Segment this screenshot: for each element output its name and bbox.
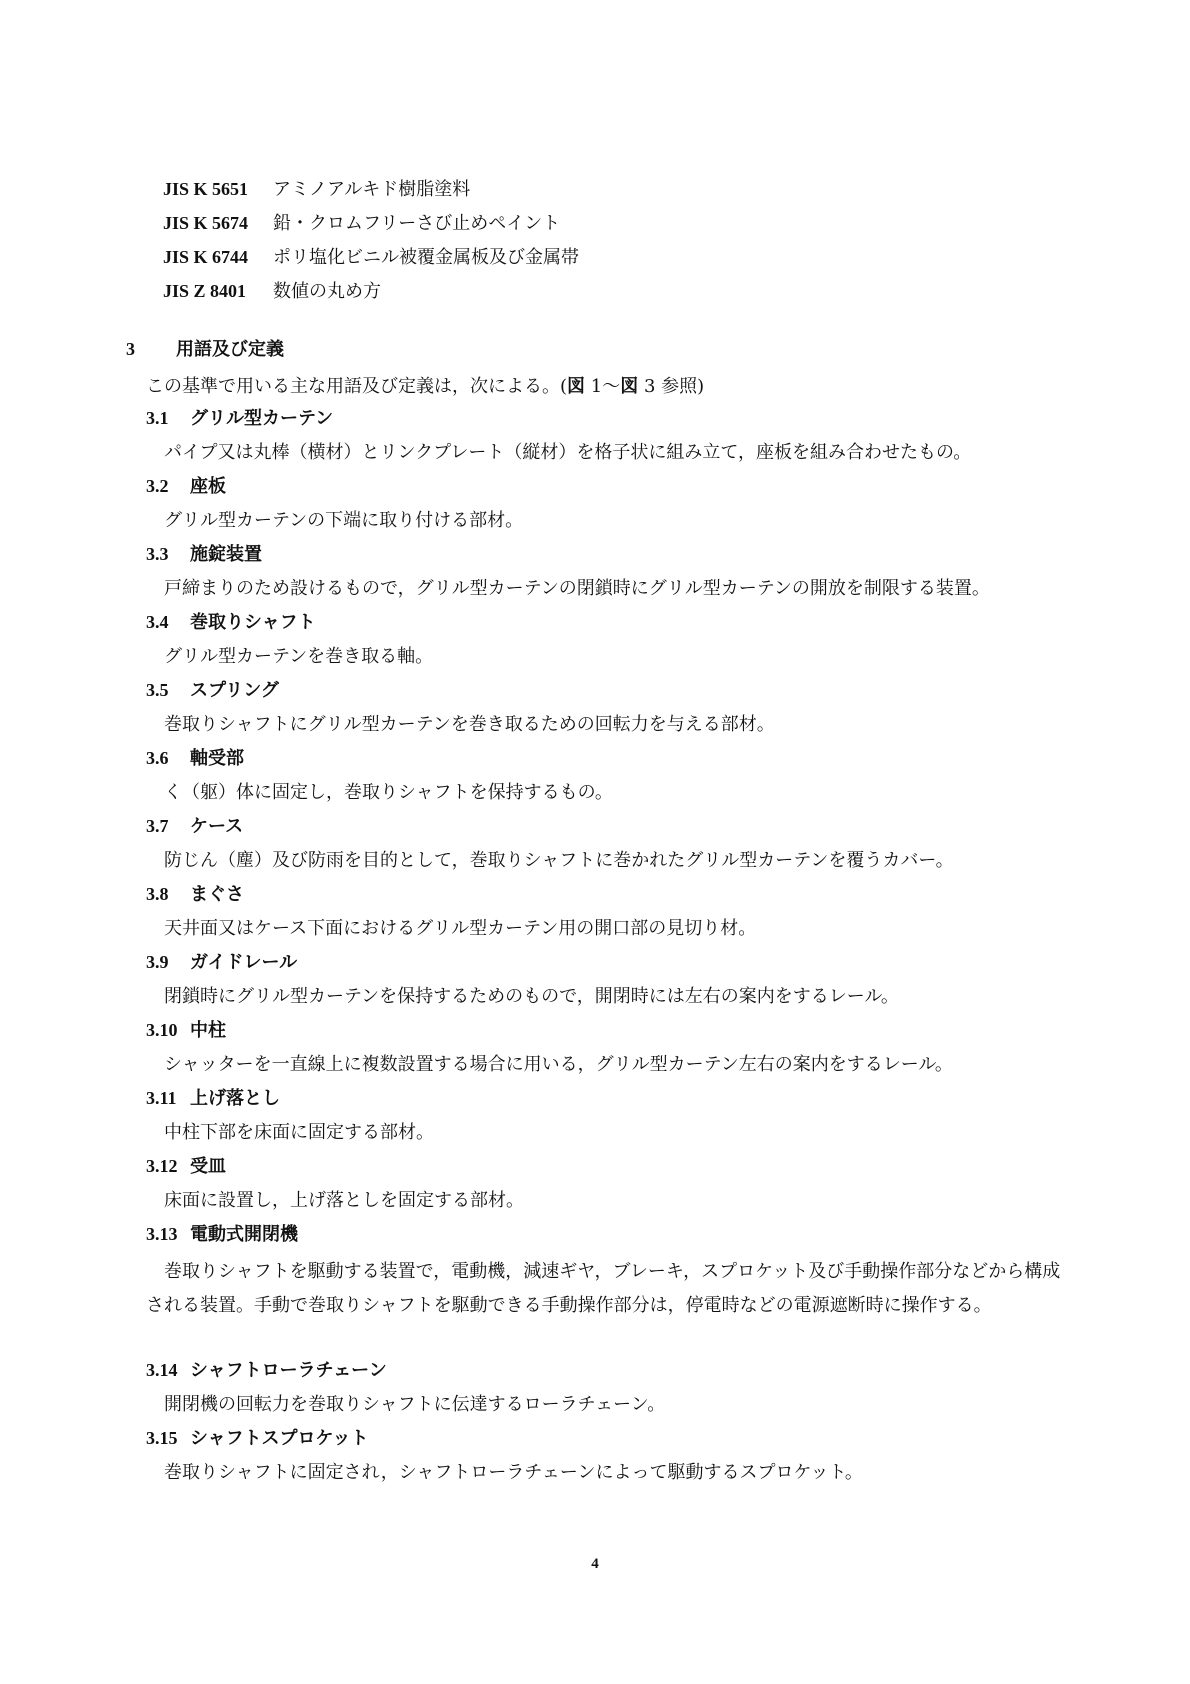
- term-title: シャフトローラチェーン: [190, 1360, 387, 1381]
- figure-ref: 図: [567, 376, 586, 397]
- term-definition: 戸締まりのため設けるもので，グリル型カーテンの閉鎖時にグリル型カーテンの開放を制限する装置。: [164, 578, 990, 599]
- term-definition: 天井面又はケース下面におけるグリル型カーテン用の開口部の見切り材。: [164, 918, 757, 939]
- term-title: 受皿: [190, 1156, 226, 1177]
- term-title: 軸受部: [190, 748, 244, 769]
- reference-code: JIS K 6744: [163, 247, 249, 267]
- section-number: 3: [126, 339, 135, 359]
- reference-item: [163, 240, 579, 274]
- term-definition: 防じん（塵）及び防雨を目的として，巻取りシャフトに巻かれたグリル型カーテンを覆うカバー。: [164, 850, 954, 871]
- term-title: グリル型カーテン: [190, 408, 334, 429]
- section-intro: [146, 372, 704, 398]
- page-number: 4: [591, 1556, 599, 1572]
- term-entry: [146, 404, 1066, 467]
- term-entry: [146, 1220, 1066, 1323]
- term-number: 3.14: [146, 1360, 178, 1380]
- term-heading: [146, 540, 1066, 569]
- term-definition: グリル型カーテンの下端に取り付ける部材。: [164, 510, 524, 531]
- term-heading: [146, 1220, 1066, 1249]
- term-heading: [146, 676, 1066, 705]
- intro-text: 3 参照): [638, 376, 705, 397]
- reference-code: JIS Z 8401: [163, 281, 247, 301]
- term-definition: 巻取りシャフトにグリル型カーテンを巻き取るための回転力を与える部材。: [164, 714, 775, 735]
- term-entry: [146, 1084, 1066, 1147]
- term-number: 3.12: [146, 1156, 178, 1176]
- term-entry: [146, 1152, 1066, 1215]
- term-entry: [146, 1016, 1066, 1079]
- term-heading: [146, 812, 1066, 841]
- term-entry: [146, 1424, 1066, 1487]
- term-number: 3.1: [146, 408, 169, 428]
- term-title: 上げ落とし: [190, 1088, 280, 1109]
- term-title: ケース: [190, 816, 244, 837]
- term-heading: [146, 1356, 1066, 1385]
- reference-list: [163, 172, 579, 308]
- reference-code: JIS K 5651: [163, 179, 249, 199]
- term-heading: [146, 472, 1066, 501]
- term-definition: 閉鎖時にグリル型カーテンを保持するためのもので，開閉時には左右の案内をするレール。: [164, 986, 899, 1007]
- term-heading: [146, 1424, 1066, 1453]
- term-number: 3.6: [146, 748, 169, 768]
- section-title: 用語及び定義: [176, 339, 284, 360]
- reference-title: ポリ塩化ビニル被覆金属板及び金属帯: [273, 247, 579, 268]
- term-number: 3.8: [146, 884, 169, 904]
- term-entry: [146, 676, 1066, 739]
- term-heading: [146, 880, 1066, 909]
- term-entry: [146, 1356, 1066, 1419]
- intro-text: この基準で用いる主な用語及び定義は，次による。(: [146, 376, 568, 397]
- reference-item: [163, 172, 579, 206]
- term-definition: 巻取りシャフトを駆動する装置で，電動機，減速ギヤ，ブレーキ，スプロケット及び手動操作部分などから構成される装置。手動で巻取りシャフトを駆動できる手動操作部分は，停電時などの電源遮断時に操作する。: [146, 1261, 1061, 1316]
- term-definition: グリル型カーテンを巻き取る軸。: [164, 646, 434, 667]
- reference-title: アミノアルキド樹脂塗料: [273, 179, 471, 200]
- term-title: 電動式開閉機: [190, 1224, 298, 1245]
- term-heading: [146, 948, 1066, 977]
- term-title: 中柱: [190, 1020, 226, 1041]
- term-definition: パイプ又は丸棒（横材）とリンクプレート（縦材）を格子状に組み立て，座板を組み合わせたもの。: [164, 442, 972, 463]
- term-number: 3.3: [146, 544, 169, 564]
- term-heading: [146, 1152, 1066, 1181]
- term-number: 3.7: [146, 816, 169, 836]
- term-definition: 開閉機の回転力を巻取りシャフトに伝達するローラチェーン。: [164, 1394, 666, 1415]
- term-title: 施錠装置: [190, 544, 262, 565]
- term-entry: [146, 812, 1066, 875]
- term-entry: [146, 608, 1066, 671]
- term-title: シャフトスプロケット: [190, 1428, 369, 1449]
- reference-code: JIS K 5674: [163, 213, 249, 233]
- term-definition: 巻取りシャフトに固定され，シャフトローラチェーンによって駆動するスプロケット。: [164, 1462, 863, 1483]
- term-number: 3.15: [146, 1428, 178, 1448]
- term-number: 3.9: [146, 952, 169, 972]
- term-entry: [146, 744, 1066, 807]
- term-number: 3.4: [146, 612, 169, 632]
- term-definition: く（躯）体に固定し，巻取りシャフトを保持するもの。: [164, 782, 613, 803]
- term-entry: [146, 880, 1066, 943]
- reference-item: [163, 206, 579, 240]
- term-title: 座板: [190, 476, 226, 497]
- term-entry: [146, 472, 1066, 535]
- term-heading: [146, 608, 1066, 637]
- term-number: 3.2: [146, 476, 169, 496]
- term-title: 巻取りシャフト: [190, 612, 316, 633]
- section-heading: [126, 335, 284, 361]
- term-number: 3.10: [146, 1020, 178, 1040]
- term-title: スプリング: [190, 680, 279, 701]
- term-title: ガイドレール: [190, 952, 298, 973]
- intro-text: 1～: [585, 376, 621, 397]
- term-entry: [146, 540, 1066, 603]
- term-heading: [146, 744, 1066, 773]
- figure-ref: 図: [620, 376, 639, 397]
- reference-title: 鉛・クロムフリーさび止めペイント: [273, 213, 561, 234]
- term-heading: [146, 1016, 1066, 1045]
- term-number: 3.11: [146, 1088, 177, 1108]
- term-definition: シャッターを一直線上に複数設置する場合に用いる，グリル型カーテン左右の案内をするレール。: [164, 1054, 953, 1075]
- reference-title: 数値の丸め方: [273, 281, 381, 302]
- term-number: 3.5: [146, 680, 169, 700]
- term-number: 3.13: [146, 1224, 178, 1244]
- term-title: まぐさ: [190, 884, 244, 905]
- term-heading: [146, 1084, 1066, 1113]
- term-definition: 床面に設置し，上げ落としを固定する部材。: [164, 1190, 524, 1211]
- reference-item: [163, 274, 579, 308]
- term-entry: [146, 948, 1066, 1011]
- term-heading: [146, 404, 1066, 433]
- term-definition: 中柱下部を床面に固定する部材。: [164, 1122, 434, 1143]
